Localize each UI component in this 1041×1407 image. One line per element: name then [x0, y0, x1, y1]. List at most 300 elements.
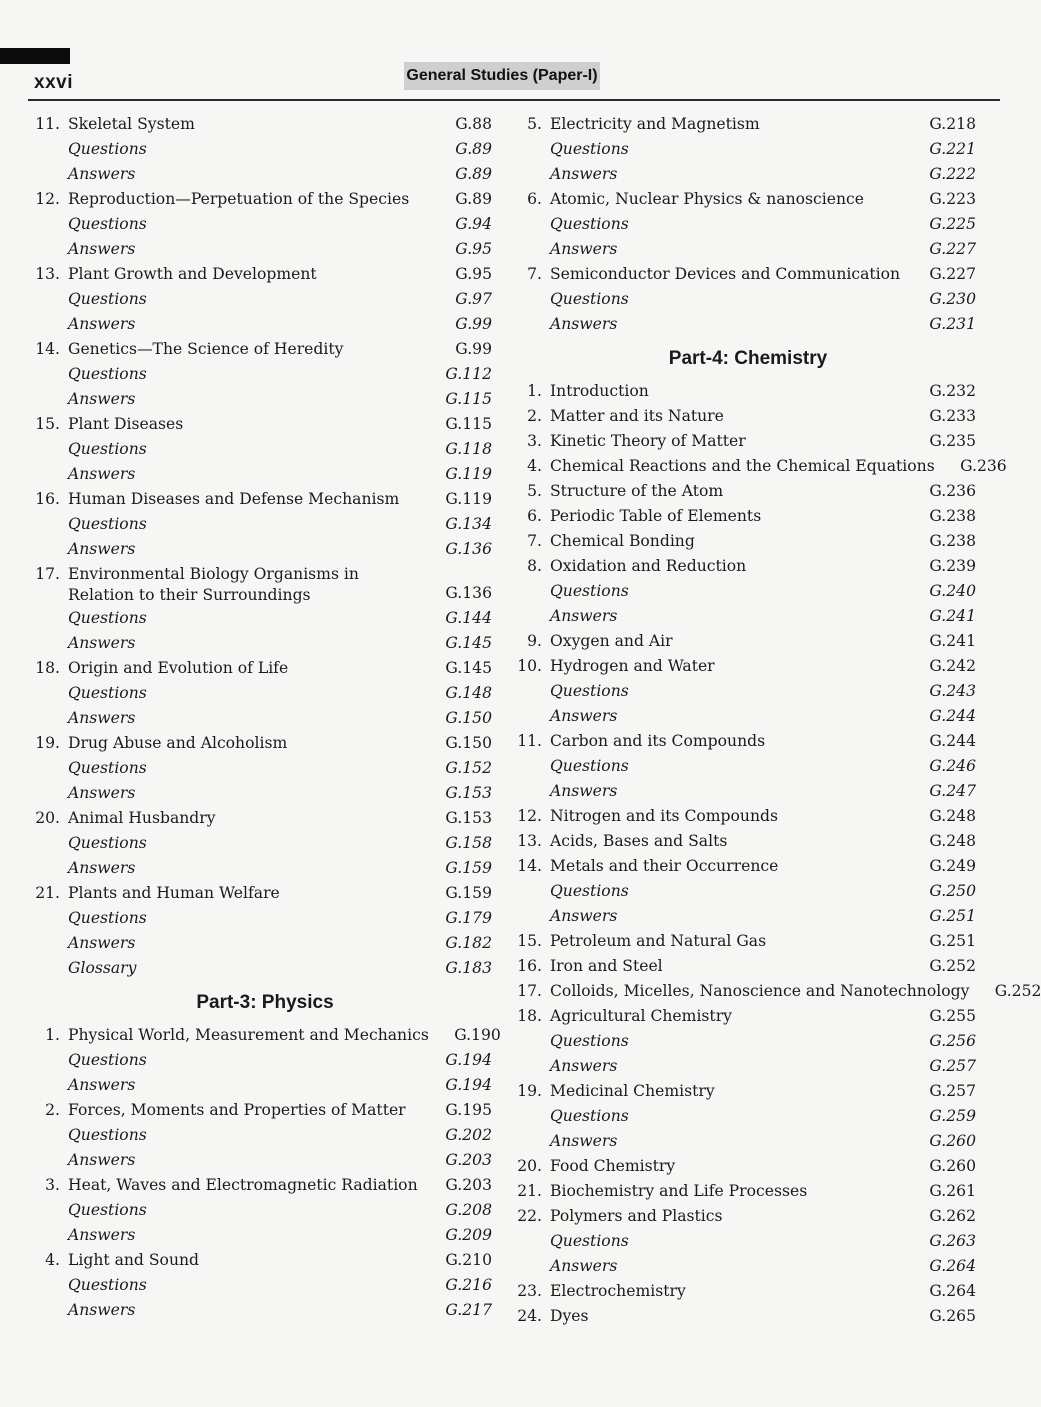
toc-chapter-entry[interactable]	[500, 262, 976, 287]
toc-right-column	[500, 112, 1041, 1329]
entry-number: 13.	[35, 265, 60, 283]
entry-number: 10.	[517, 657, 542, 675]
entry-page-number: G.208	[445, 1201, 492, 1219]
entry-title: Colloids, Micelles, Nanoscience and Nanotechnology	[550, 982, 970, 1000]
entry-number: 11.	[35, 115, 60, 133]
entry-number: 21.	[35, 884, 60, 902]
entry-number: 7.	[527, 532, 542, 550]
entry-title: Answers	[68, 1301, 136, 1319]
entry-page-number: G.153	[445, 809, 492, 827]
toc-sub-entry[interactable]	[18, 362, 492, 387]
toc-sub-entry[interactable]	[18, 462, 492, 487]
entry-title: Iron and Steel	[550, 957, 663, 975]
entry-page-number: G.248	[929, 807, 976, 825]
entry-number: 15.	[35, 415, 60, 433]
toc-sub-entry[interactable]	[500, 237, 976, 262]
toc-sub-entry[interactable]	[18, 1073, 492, 1098]
entry-number: 6.	[527, 190, 542, 208]
entry-page-number: G.115	[445, 390, 492, 408]
toc-chapter-entry[interactable]	[500, 829, 976, 854]
toc-chapter-entry[interactable]	[18, 656, 492, 681]
entry-page-number: G.118	[445, 440, 492, 458]
toc-sub-entry[interactable]	[18, 956, 492, 981]
entry-page-number: G.227	[929, 265, 976, 283]
toc-chapter-entry[interactable]	[500, 379, 976, 404]
entry-title: Answers	[68, 465, 136, 483]
entry-number: 5.	[527, 115, 542, 133]
entry-title: Physical World, Measurement and Mechanics	[68, 1026, 429, 1044]
entry-number: 7.	[527, 265, 542, 283]
entry-page-number: G.257	[929, 1082, 976, 1100]
entry-title: Food Chemistry	[550, 1157, 676, 1175]
entry-title: Questions	[68, 684, 147, 702]
entry-title: Questions	[550, 215, 629, 233]
entry-number: 5.	[527, 482, 542, 500]
entry-title: Atomic, Nuclear Physics & nanoscience	[550, 190, 864, 208]
entry-title: Answers	[68, 1076, 136, 1094]
entry-number: 18.	[35, 659, 60, 677]
entry-page-number: G.260	[929, 1157, 976, 1175]
entry-page-number: G.209	[445, 1226, 492, 1244]
entry-title: Questions	[68, 1126, 147, 1144]
entry-page-number: G.153	[445, 784, 492, 802]
entry-page-number: G.243	[929, 682, 976, 700]
entry-title: Questions	[550, 140, 629, 158]
entry-title: Answers	[68, 240, 136, 258]
entry-page-number: G.134	[445, 515, 492, 533]
entry-page-number: G.95	[455, 265, 492, 283]
toc-sub-entry[interactable]	[18, 631, 492, 656]
entry-title: Questions	[550, 1032, 629, 1050]
toc-sub-entry[interactable]	[18, 756, 492, 781]
entry-number: 19.	[35, 734, 60, 752]
entry-title: Acids, Bases and Salts	[550, 832, 728, 850]
entry-page-number: G.136	[445, 584, 492, 602]
entry-page-number: G.242	[929, 657, 976, 675]
entry-page-number: G.250	[929, 882, 976, 900]
toc-sub-entry[interactable]	[500, 1029, 976, 1054]
entry-page-number: G.195	[445, 1101, 492, 1119]
entry-title: Genetics—The Science of Heredity	[68, 340, 344, 358]
entry-page-number: G.262	[929, 1207, 976, 1225]
entry-page-number: G.89	[455, 165, 492, 183]
entry-page-number: G.182	[445, 934, 492, 952]
toc-chapter-entry[interactable]	[500, 529, 976, 554]
toc-chapter-entry[interactable]	[18, 337, 492, 362]
entry-page-number: G.88	[455, 115, 492, 133]
toc-chapter-entry[interactable]	[500, 187, 976, 212]
toc-sub-entry[interactable]	[18, 162, 492, 187]
entry-page-number: G.264	[929, 1257, 976, 1275]
entry-title: Answers	[68, 1226, 136, 1244]
toc-chapter-entry[interactable]	[18, 1023, 501, 1048]
toc-sub-entry[interactable]	[18, 831, 492, 856]
entry-number: 23.	[517, 1282, 542, 1300]
entry-page-number: G.246	[929, 757, 976, 775]
entry-title: Hydrogen and Water	[550, 657, 715, 675]
entry-page-number: G.218	[929, 115, 976, 133]
entry-number: 4.	[527, 457, 542, 475]
entry-title: Electrochemistry	[550, 1282, 686, 1300]
toc-sub-entry[interactable]	[18, 681, 492, 706]
entry-title: Answers	[68, 709, 136, 727]
entry-title: Biochemistry and Life Processes	[550, 1182, 808, 1200]
toc-chapter-entry[interactable]	[500, 479, 976, 504]
entry-title: Questions	[550, 1107, 629, 1125]
entry-page-number: G.97	[455, 290, 492, 308]
entry-page-number: G.144	[445, 609, 492, 627]
toc-chapter-entry[interactable]	[18, 1098, 492, 1123]
entry-page-number: G.99	[455, 340, 492, 358]
toc-chapter-entry[interactable]	[500, 804, 976, 829]
toc-sub-entry[interactable]	[500, 287, 976, 312]
entry-title: Drug Abuse and Alcoholism	[68, 734, 288, 752]
entry-page-number: G.238	[929, 532, 976, 550]
entry-title: Questions	[68, 834, 147, 852]
toc-sub-entry[interactable]	[18, 931, 492, 956]
toc-chapter-entry[interactable]	[500, 1304, 976, 1329]
entry-title: Answers	[68, 540, 136, 558]
entry-page-number: G.257	[929, 1057, 976, 1075]
entry-number: 1.	[527, 382, 542, 400]
toc-chapter-entry[interactable]	[500, 629, 976, 654]
toc-chapter-entry[interactable]	[500, 112, 976, 137]
entry-page-number: G.223	[929, 190, 976, 208]
toc-sub-entry[interactable]	[18, 906, 492, 931]
entry-title: Questions	[68, 140, 147, 158]
entry-title: Human Diseases and Defense Mechanism	[68, 490, 400, 508]
entry-page-number: G.89	[455, 140, 492, 158]
toc-chapter-entry[interactable]	[500, 454, 1007, 479]
entry-title: Questions	[550, 757, 629, 775]
entry-number: 17.	[517, 982, 542, 1000]
entry-page-number: G.236	[960, 457, 1007, 475]
entry-page-number: G.150	[445, 709, 492, 727]
entry-title: Environmental Biology Organisms in Relation to their Surroundings	[68, 565, 359, 604]
entry-page-number: G.260	[929, 1132, 976, 1150]
entry-page-number: G.203	[445, 1151, 492, 1169]
entry-page-number: G.233	[929, 407, 976, 425]
entry-page-number: G.263	[929, 1232, 976, 1250]
toc-sub-entry[interactable]	[18, 706, 492, 731]
entry-number: 3.	[45, 1176, 60, 1194]
entry-title: Electricity and Magnetism	[550, 115, 760, 133]
entry-number: 24.	[517, 1307, 542, 1325]
entry-page-number: G.145	[445, 634, 492, 652]
entry-page-number: G.119	[445, 490, 492, 508]
entry-number: 19.	[517, 1082, 542, 1100]
entry-page-number: G.225	[929, 215, 976, 233]
entry-page-number: G.183	[445, 959, 492, 977]
toc-sub-entry[interactable]	[500, 754, 976, 779]
entry-title: Metals and their Occurrence	[550, 857, 779, 875]
toc-chapter-entry[interactable]	[500, 429, 976, 454]
toc-sub-entry[interactable]	[500, 579, 976, 604]
toc-sub-entry[interactable]	[500, 779, 976, 804]
entry-number: 16.	[35, 490, 60, 508]
toc-sub-entry[interactable]	[18, 1123, 492, 1148]
entry-page-number: G.235	[929, 432, 976, 450]
toc-sub-entry[interactable]	[18, 1148, 492, 1173]
entry-page-number: G.241	[929, 607, 976, 625]
entry-title: Plant Diseases	[68, 415, 184, 433]
entry-title: Answers	[550, 1257, 618, 1275]
entry-page-number: G.112	[445, 365, 492, 383]
entry-title: Questions	[550, 582, 629, 600]
toc-chapter-entry[interactable]	[500, 1204, 976, 1229]
toc-chapter-entry[interactable]	[18, 562, 492, 606]
toc-chapter-entry[interactable]	[500, 1079, 976, 1104]
entry-title: Answers	[68, 934, 136, 952]
toc-sub-entry[interactable]	[500, 904, 976, 929]
entry-number: 21.	[517, 1182, 542, 1200]
entry-number: 1.	[45, 1026, 60, 1044]
entry-title: Answers	[550, 240, 618, 258]
entry-title: Petroleum and Natural Gas	[550, 932, 767, 950]
toc-sub-entry[interactable]	[18, 312, 492, 337]
entry-title: Medicinal Chemistry	[550, 1082, 715, 1100]
entry-title: Questions	[68, 515, 147, 533]
entry-page-number: G.190	[454, 1026, 501, 1044]
entry-title: Plants and Human Welfare	[68, 884, 280, 902]
toc-sub-entry[interactable]	[18, 1298, 492, 1323]
entry-page-number: G.222	[929, 165, 976, 183]
entry-page-number: G.94	[455, 215, 492, 233]
toc-chapter-entry[interactable]	[18, 1173, 492, 1198]
running-header-title: General Studies (Paper-I)	[404, 62, 600, 90]
toc-sub-entry[interactable]	[18, 387, 492, 412]
toc-chapter-entry[interactable]	[18, 112, 492, 137]
entry-page-number: G.256	[929, 1032, 976, 1050]
entry-title: Questions	[550, 290, 629, 308]
entry-number: 9.	[527, 632, 542, 650]
toc-chapter-entry[interactable]	[18, 487, 492, 512]
entry-page-number: G.241	[929, 632, 976, 650]
toc-sub-entry[interactable]	[18, 512, 492, 537]
entry-number: 17.	[35, 565, 60, 583]
entry-page-number: G.99	[455, 315, 492, 333]
toc-sub-entry[interactable]	[18, 1223, 492, 1248]
toc-sub-entry[interactable]	[18, 781, 492, 806]
entry-title: Answers	[68, 859, 136, 877]
toc-sub-entry[interactable]	[500, 679, 976, 704]
toc-chapter-entry[interactable]	[18, 412, 492, 437]
toc-chapter-entry[interactable]	[500, 554, 976, 579]
entry-page-number: G.179	[445, 909, 492, 927]
entry-page-number: G.240	[929, 582, 976, 600]
entry-page-number: G.255	[929, 1007, 976, 1025]
toc-sub-entry[interactable]	[500, 879, 976, 904]
toc-sub-entry[interactable]	[500, 1229, 976, 1254]
toc-sub-entry[interactable]	[18, 237, 492, 262]
toc-chapter-entry[interactable]	[18, 262, 492, 287]
toc-chapter-entry[interactable]	[500, 654, 976, 679]
entry-title: Semiconductor Devices and Communication	[550, 265, 901, 283]
entry-title: Answers	[550, 707, 618, 725]
entry-page-number: G.89	[455, 190, 492, 208]
toc-sub-entry[interactable]	[18, 537, 492, 562]
entry-title: Answers	[550, 1132, 618, 1150]
entry-page-number: G.95	[455, 240, 492, 258]
entry-title: Answers	[68, 390, 136, 408]
entry-page-number: G.249	[929, 857, 976, 875]
entry-page-number: G.115	[445, 415, 492, 433]
entry-number: 20.	[35, 809, 60, 827]
toc-sub-entry[interactable]	[500, 1129, 976, 1154]
entry-number: 13.	[517, 832, 542, 850]
entry-page-number: G.194	[445, 1051, 492, 1069]
toc-sub-entry[interactable]	[500, 137, 976, 162]
toc-chapter-entry[interactable]	[500, 729, 976, 754]
toc-chapter-entry[interactable]	[500, 1279, 976, 1304]
entry-title: Answers	[550, 782, 618, 800]
toc-sub-entry[interactable]	[500, 1254, 976, 1279]
toc-chapter-entry[interactable]	[500, 929, 976, 954]
entry-title: Answers	[550, 1057, 618, 1075]
part-heading: Part-3: Physics	[196, 992, 334, 1013]
toc-sub-entry[interactable]	[500, 212, 976, 237]
entry-title: Questions	[68, 365, 147, 383]
entry-page-number: G.202	[445, 1126, 492, 1144]
entry-page-number: G.145	[445, 659, 492, 677]
entry-page-number: G.259	[929, 1107, 976, 1125]
entry-page-number: G.261	[929, 1182, 976, 1200]
entry-page-number: G.148	[445, 684, 492, 702]
entry-page-number: G.194	[445, 1076, 492, 1094]
toc-sub-entry[interactable]	[18, 212, 492, 237]
entry-page-number: G.239	[929, 557, 976, 575]
entry-number: 12.	[35, 190, 60, 208]
entry-title: Oxygen and Air	[550, 632, 673, 650]
toc-sub-entry[interactable]	[500, 704, 976, 729]
toc-chapter-entry[interactable]	[500, 504, 976, 529]
toc-sub-entry[interactable]	[500, 312, 976, 337]
entry-title: Chemical Reactions and the Chemical Equations	[550, 457, 935, 475]
entry-title: Questions	[68, 909, 147, 927]
corner-black-bar	[0, 48, 70, 64]
toc-chapter-entry[interactable]	[500, 854, 976, 879]
toc-sub-entry[interactable]	[18, 606, 492, 631]
entry-page-number: G.238	[929, 507, 976, 525]
entry-number: 2.	[45, 1101, 60, 1119]
toc-chapter-entry[interactable]	[18, 806, 492, 831]
toc-chapter-entry[interactable]	[500, 1004, 976, 1029]
entry-title: Skeletal System	[68, 115, 195, 133]
entry-title: Questions	[68, 1051, 147, 1069]
toc-sub-entry[interactable]	[18, 1198, 492, 1223]
entry-number: 22.	[517, 1207, 542, 1225]
entry-title: Structure of the Atom	[550, 482, 724, 500]
entry-title: Answers	[68, 784, 136, 802]
entry-page-number: G.244	[929, 732, 976, 750]
toc-sub-entry[interactable]	[18, 437, 492, 462]
entry-title: Questions	[68, 440, 147, 458]
entry-page-number: G.251	[929, 932, 976, 950]
entry-title: Oxidation and Reduction	[550, 557, 747, 575]
entry-title: Questions	[68, 609, 147, 627]
toc-sub-entry[interactable]	[18, 287, 492, 312]
toc-chapter-entry[interactable]	[500, 954, 976, 979]
entry-page-number: G.236	[929, 482, 976, 500]
entry-title: Reproduction—Perpetuation of the Species	[68, 190, 410, 208]
entry-page-number: G.264	[929, 1282, 976, 1300]
entry-title: Answers	[68, 315, 136, 333]
toc-sub-entry[interactable]	[18, 1273, 492, 1298]
toc-chapter-entry[interactable]	[18, 1248, 492, 1273]
entry-page-number: G.152	[445, 759, 492, 777]
entry-page-number: G.203	[445, 1176, 492, 1194]
entry-title: Animal Husbandry	[68, 809, 216, 827]
entry-title: Answers	[550, 165, 618, 183]
entry-page-number: G.119	[445, 465, 492, 483]
entry-page-number: G.231	[929, 315, 976, 333]
toc-sub-entry[interactable]	[500, 1054, 976, 1079]
header-rule	[28, 99, 1000, 101]
entry-page-number: G.221	[929, 140, 976, 158]
entry-title: Kinetic Theory of Matter	[550, 432, 746, 450]
entry-page-number: G.251	[929, 907, 976, 925]
entry-title: Questions	[68, 759, 147, 777]
entry-page-number: G.252	[994, 982, 1041, 1000]
entry-page-number: G.248	[929, 832, 976, 850]
entry-page-number: G.159	[445, 884, 492, 902]
entry-number: 6.	[527, 507, 542, 525]
entry-title: Questions	[550, 882, 629, 900]
toc-sub-entry[interactable]	[18, 137, 492, 162]
toc-sub-entry[interactable]	[500, 1104, 976, 1129]
entry-page-number: G.159	[445, 859, 492, 877]
entry-title: Forces, Moments and Properties of Matter	[68, 1101, 406, 1119]
entry-page-number: G.230	[929, 290, 976, 308]
entry-title: Answers	[550, 315, 618, 333]
entry-page-number: G.216	[445, 1276, 492, 1294]
entry-title: Chemical Bonding	[550, 532, 695, 550]
entry-title: Dyes	[550, 1307, 589, 1325]
toc-left-column	[18, 112, 501, 1323]
entry-number: 4.	[45, 1251, 60, 1269]
entry-page-number: G.227	[929, 240, 976, 258]
entry-title: Questions	[550, 682, 629, 700]
toc-chapter-entry[interactable]	[18, 731, 492, 756]
toc-chapter-entry[interactable]	[18, 187, 492, 212]
entry-number: 12.	[517, 807, 542, 825]
entry-number: 16.	[517, 957, 542, 975]
entry-page-number: G.217	[445, 1301, 492, 1319]
entry-page-number: G.244	[929, 707, 976, 725]
toc-sub-entry[interactable]	[500, 604, 976, 629]
entry-page-number: G.247	[929, 782, 976, 800]
entry-number: 14.	[35, 340, 60, 358]
entry-title: Answers	[550, 907, 618, 925]
toc-chapter-entry[interactable]	[18, 881, 492, 906]
entry-title: Questions	[68, 1201, 147, 1219]
entry-number: 11.	[517, 732, 542, 750]
toc-sub-entry[interactable]	[18, 856, 492, 881]
entry-number: 15.	[517, 932, 542, 950]
toc-sub-entry[interactable]	[500, 162, 976, 187]
page-number: xxvi	[34, 72, 73, 93]
entry-title: Introduction	[550, 382, 649, 400]
entry-title: Agricultural Chemistry	[550, 1007, 732, 1025]
entry-title: Origin and Evolution of Life	[68, 659, 289, 677]
toc-chapter-entry[interactable]	[500, 1154, 976, 1179]
toc-chapter-entry[interactable]	[500, 979, 1041, 1004]
toc-chapter-entry[interactable]	[500, 404, 976, 429]
entry-page-number: G.252	[929, 957, 976, 975]
toc-chapter-entry[interactable]	[500, 1179, 976, 1204]
toc-sub-entry[interactable]	[18, 1048, 492, 1073]
entry-title: Answers	[68, 1151, 136, 1169]
